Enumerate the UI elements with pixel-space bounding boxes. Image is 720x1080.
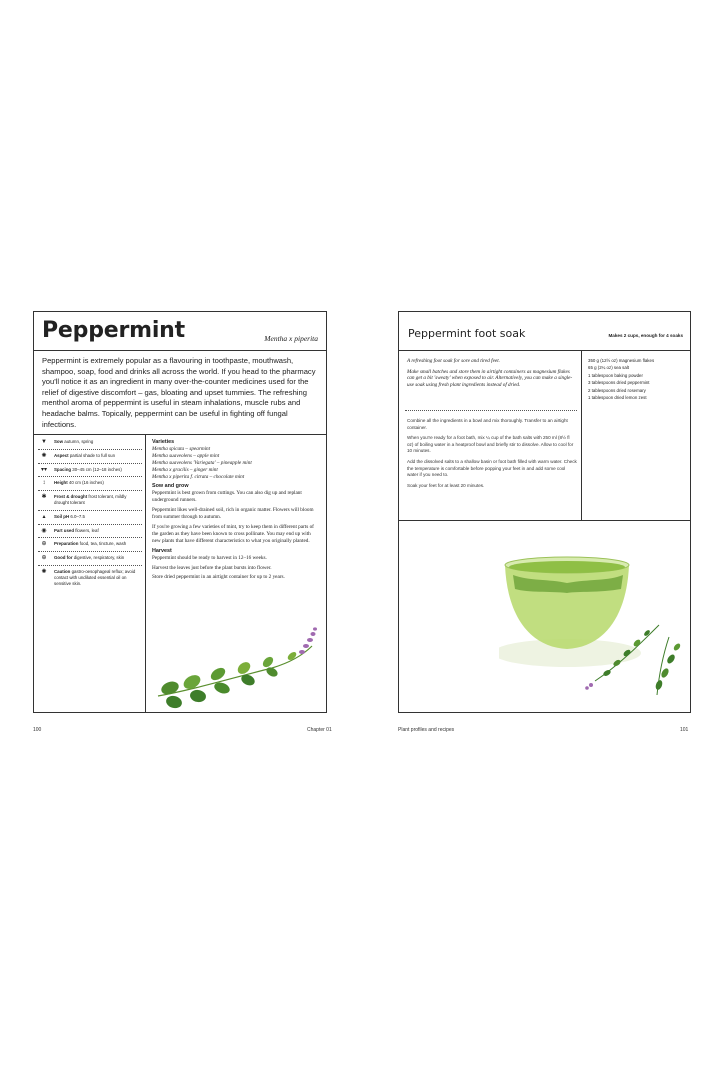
harvest-paragraph: Peppermint should be ready to harvest in 12–16 weeks.: [152, 554, 267, 561]
good-for-icon: ⊕: [41, 555, 47, 562]
peppermint-illustration: [152, 624, 322, 710]
plant-facts-list: [38, 436, 142, 590]
frost-icon: ✱: [41, 494, 47, 501]
ingredient-item: 1 tablespoon baking powder: [588, 372, 643, 378]
sow-icon: ▼: [41, 439, 47, 445]
plant-fact-label: Aspect: [54, 452, 69, 458]
plant-fact-row: [38, 538, 142, 552]
harvest-paragraph: Store dried peppermint in an airtight container for up to 2 years.: [152, 574, 285, 581]
spacing-icon: ▾▾: [40, 466, 48, 473]
plant-fact-value: partial shade to full sun: [68, 452, 116, 458]
harvest-paragraphs: [152, 555, 320, 582]
right-page-number: 101: [680, 727, 689, 733]
plant-fact-row: [38, 525, 142, 539]
height-icon: ↕: [42, 480, 46, 487]
varieties-list: [152, 446, 320, 481]
right-page: [398, 311, 691, 713]
method-step: Add the dissolved salts to a shallow basin or foot bath filled with warm water. Check the temperature is comfortable before popping your feet in and add some cool water if you need to.: [407, 458, 577, 478]
glass-bowl-illustration: [499, 557, 641, 667]
plant-fact-label: Spacing: [54, 466, 72, 472]
ingredient-item: 1 tablespoon dried lemon zest: [588, 395, 647, 401]
plant-fact-value: 6.0–7.5: [69, 513, 85, 519]
plant-fact-row: [38, 450, 142, 464]
plant-fact-label: Height: [54, 480, 68, 486]
plant-fact-value: 30–45 cm (12–18 inches): [71, 466, 122, 472]
ingredient-item: 350 g (12½ oz) magnesium flakes: [588, 358, 655, 363]
ingredients-list: [588, 357, 688, 401]
aspect-icon: ✺: [41, 452, 47, 459]
intro-paragraph: Make small batches and store them in airtight containers as magnesium flakes can get a bit 'sweaty' when exposed to air. Alternatively, you can make a single-use soak using fresh plant ingredients instead of dried.: [407, 368, 573, 389]
recipe-method: [407, 418, 577, 493]
recipe-yield: Makes 2 cups, enough for 4 soaks: [608, 333, 683, 338]
plant-fact-label: Part used: [54, 527, 75, 533]
plant-fact-label: Frost & drought: [54, 494, 88, 500]
column-divider: [581, 350, 582, 520]
recipe-intro: [407, 358, 575, 393]
plant-fact-row: [38, 552, 142, 566]
plant-fact-row: [38, 491, 142, 511]
growing-notes: [152, 439, 320, 584]
mint-stem-illustration: [158, 646, 312, 710]
sow-paragraph: If you're growing a few varieties of mint, try to keep them in different parts of the garden as they have been known to cross pollinate. You may end up with new plants that have different characteristics to what you originally planted.: [152, 523, 314, 544]
harvest-heading: Harvest: [152, 547, 172, 554]
column-divider: [145, 434, 146, 713]
caution-icon: ✺: [41, 568, 47, 575]
plant-fact-value: flowers, leaf: [74, 527, 99, 533]
harvest-paragraph: Harvest the leaves just before the plant bursts into flower.: [152, 564, 272, 571]
soil-icon: ▴: [42, 513, 46, 520]
left-page-number: 100: [33, 727, 42, 733]
plant-fact-value: autumn, spring: [63, 439, 94, 444]
foot-soak-illustration: [499, 555, 689, 705]
page-title: Peppermint: [42, 318, 185, 343]
sow-paragraph: Peppermint is best grown from cuttings. You can also dig up and replant underground runners.: [152, 490, 302, 504]
ingredient-item: 65 g (2¼ oz) sea salt: [588, 365, 630, 371]
plant-fact-label: Caution: [54, 568, 71, 574]
preparation-icon: ⊕: [41, 541, 47, 548]
left-page-header: [34, 312, 326, 351]
plant-fact-label: Preparation: [54, 541, 79, 547]
plant-fact-row: [38, 436, 142, 450]
variety-item: Mentha suaveolens 'Variegata' – pineapple mint: [152, 459, 252, 466]
plant-fact-label: Soil pH: [54, 513, 70, 519]
dotted-divider: [405, 410, 577, 411]
plant-fact-label: Sow: [54, 439, 64, 444]
plant-fact-value: food, tea, tincture, wash: [78, 541, 127, 547]
intro-paragraph: A refreshing foot soak for sore and tired feet.: [407, 358, 500, 364]
plant-fact-row: [38, 511, 142, 525]
plant-fact-value: digestive, respiratory, skin: [72, 555, 125, 561]
part-used-icon: ◉: [41, 527, 47, 534]
plant-fact-row: [38, 566, 142, 590]
plant-fact-label: Good for: [54, 555, 73, 561]
sow-paragraph: Peppermint likes well-drained soil, rich in organic matter. Flowers will bloom from summer through to autumn.: [152, 507, 314, 521]
variety-item: Mentha spicata – spearmint: [152, 445, 211, 452]
sow-paragraphs: [152, 490, 320, 544]
divider: [34, 434, 326, 435]
plant-fact-row: [38, 477, 142, 491]
variety-item: Mentha x gracilis – ginger mint: [152, 466, 218, 473]
recipe-title: Peppermint foot soak: [408, 327, 526, 340]
divider: [399, 520, 690, 521]
variety-item: Mentha x piperita f. citrata – chocolate mint: [152, 473, 245, 480]
varieties-heading: Varieties: [152, 439, 175, 445]
left-running-footer: Chapter 01: [307, 727, 332, 733]
method-step: Combine all the ingredients in a bowl and mix thoroughly. Transfer to an airtight container.: [407, 418, 568, 430]
right-page-header: [399, 312, 690, 351]
latin-name: Mentha x piperita: [264, 334, 318, 343]
sow-heading: Sow and grow: [152, 483, 189, 490]
left-page: [33, 311, 327, 713]
intro-paragraph: Peppermint is extremely popular as a flavouring in toothpaste, mouthwash, shampoo, soap, food and drinks all across the world. If you head to the pharmacy you'll notice it as an ingredient in many over-the-counter medicines used for the relief of digestive discomfort – gas, bloating and upset tummies. The refreshing menthol aroma of peppermint is useful in steam inhalations, muscle rubs and headache balms. Topically, peppermint can be useful in fighting off fungal infections.: [42, 356, 316, 429]
ingredient-item: 3 tablespoons dried peppermint: [588, 380, 650, 386]
method-step: When you're ready for a foot bath, mix ¼ cup of the bath salts with 250 ml (8½ fl oz) of boiling water in a heatproof bowl and briefly stir to dissolve. Allow to cool for 10 minutes.: [407, 435, 574, 454]
plant-fact-row: [38, 464, 142, 478]
plant-fact-value: gastro-oesophageal reflux; avoid contact with undiluted essential oil on sensitive skin.: [54, 568, 136, 586]
plant-fact-value: 40 cm (16 inches): [67, 480, 104, 486]
variety-item: Mentha suaveolens – apple mint: [152, 452, 220, 459]
right-running-footer: Plant profiles and recipes: [398, 727, 455, 733]
ingredient-item: 2 tablespoons dried rosemary: [588, 387, 646, 393]
method-step: Soak your feet for at least 20 minutes.: [407, 482, 485, 488]
plant-fact-value: frost tolerant, mildly drought tolerant: [54, 494, 127, 505]
